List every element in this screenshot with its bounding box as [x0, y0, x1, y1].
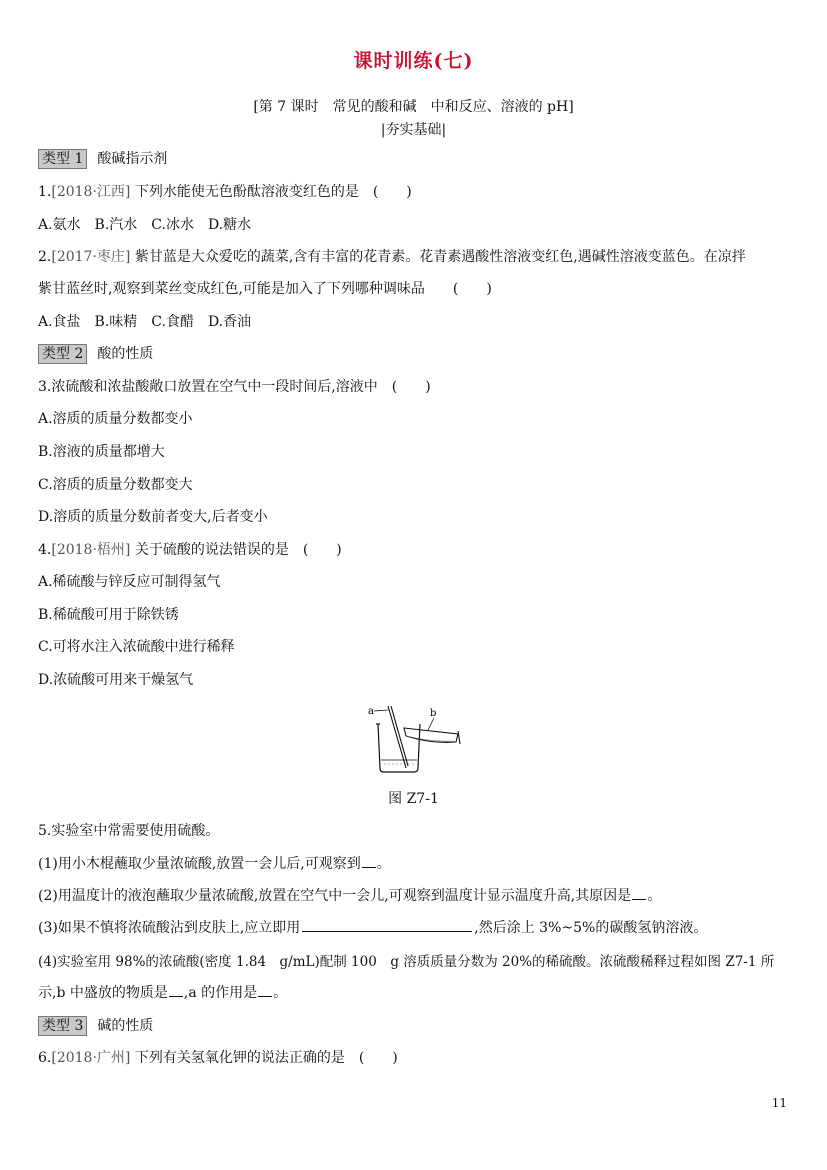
question-stem: 下列水能使无色酚酞溶液变红色的是 ( )	[134, 184, 412, 200]
question-5-part-4-continued	[38, 982, 287, 1002]
question-1-options: A.氨水 B.汽水 C.冰水 D.糖水	[38, 217, 252, 233]
part-text-end: 。	[376, 856, 391, 872]
question-4-option-d: D.浓硫酸可用来干燥氢气	[38, 672, 194, 688]
glass-rod	[388, 706, 406, 768]
question-stem: 关于硫酸的说法错误的是 ( )	[134, 542, 342, 558]
page-title: 课时训练(七)	[353, 50, 474, 72]
page-number: 11	[771, 1096, 787, 1110]
question-6	[38, 1047, 398, 1067]
type-name: 碱的性质	[97, 1018, 154, 1034]
part-text: (3)如果不慎将浓硫酸沾到皮肤上,应立即用	[38, 920, 301, 936]
question-stem: 紫甘蓝是大众爱吃的蔬菜,含有丰富的花青素。花青素遇酸性溶液变红色,遇碱性溶液变蓝色。在凉拌	[134, 249, 746, 265]
question-3-option-a: A.溶质的质量分数都变小	[38, 411, 193, 427]
answer-blank[interactable]	[362, 855, 376, 868]
answer-blank[interactable]	[302, 917, 472, 932]
type-name: 酸碱指示剂	[97, 151, 168, 167]
question-3-option-d: D.溶质的质量分数前者变大,后者变小	[38, 509, 268, 525]
question-5-part-1	[38, 853, 391, 873]
question-stem: 下列有关氢氧化钾的说法正确的是 ( )	[134, 1050, 398, 1066]
beaker-outline	[378, 724, 420, 772]
question-4-option-a: A.稀硫酸与锌反应可制得氢气	[38, 574, 221, 590]
question-4-option-c: C.可将水注入浓硫酸中进行稀释	[38, 639, 235, 655]
part-text: ,a 的作用是	[183, 985, 258, 1001]
question-5: 5.实验室中常需要使用硫酸。	[38, 823, 220, 839]
question-number: 6.	[38, 1050, 52, 1066]
part-text-end: ,然后涂上 3%~5%的碳酸氢钠溶液。	[474, 920, 708, 936]
question-3-option-b: B.溶液的质量都增大	[38, 444, 165, 460]
lesson-subtitle: [第 7 课时 常见的酸和碱 中和反应、溶液的 pH]	[253, 99, 574, 115]
question-3-option-c: C.溶质的质量分数都变大	[38, 477, 193, 493]
dilution-figure	[360, 698, 470, 776]
part-text-end: 。	[273, 985, 288, 1001]
section-heading: |夯实基础|	[380, 122, 447, 138]
figure-caption: 图 Z7-1	[388, 791, 439, 807]
type-1-heading	[38, 148, 167, 169]
beaker-diagram	[360, 698, 470, 776]
question-number: 1.	[38, 184, 52, 200]
question-source: [2017·枣庄]	[51, 249, 131, 265]
question-3: 3.浓硫酸和浓盐酸敞口放置在空气中一段时间后,溶液中 ( )	[38, 379, 431, 395]
question-2-continued: 紫甘蓝丝时,观察到菜丝变成红色,可能是加入了下列哪种调味品 ( )	[38, 281, 492, 297]
answer-blank[interactable]	[169, 984, 183, 997]
question-5-part-2	[38, 885, 661, 905]
answer-blank[interactable]	[258, 984, 272, 997]
question-2	[38, 246, 746, 266]
question-5-part-4: (4)实验室用 98%的浓硫酸(密度 1.84 g/mL)配制 100 g 溶质质量分数为 20%的稀硫酸。浓硫酸稀释过程如图 Z7-1 所	[38, 954, 775, 970]
question-2-options: A.食盐 B.味精 C.食醋 D.香油	[38, 314, 252, 330]
question-source: [2018·梧州]	[51, 542, 131, 558]
question-1	[38, 181, 412, 201]
type-3-heading	[38, 1015, 153, 1036]
question-number: 2.	[38, 249, 52, 265]
label-b: b	[430, 708, 437, 719]
label-b-leader	[428, 718, 434, 730]
type-badge: 类型 1	[38, 149, 87, 169]
answer-blank[interactable]	[632, 887, 646, 900]
container-b-mouth	[458, 731, 460, 744]
question-source: [2018·江西]	[51, 184, 131, 200]
label-a: a	[368, 706, 374, 717]
question-5-part-3	[38, 917, 707, 937]
part-text: (1)用小木棍蘸取少量浓硫酸,放置一会儿后,可观察到	[38, 856, 361, 872]
label-a-leader	[374, 710, 388, 711]
question-4	[38, 539, 342, 559]
question-4-option-b: B.稀硫酸可用于除铁锈	[38, 607, 179, 623]
type-name: 酸的性质	[97, 346, 154, 362]
question-source: [2018·广州]	[51, 1050, 131, 1066]
part-text: (2)用温度计的液泡蘸取少量浓硫酸,放置在空气中一会儿,可观察到温度计显示温度升高,其原因是	[38, 888, 632, 904]
part-text: 示,b 中盛放的物质是	[38, 985, 168, 1001]
part-text-end: 。	[647, 888, 662, 904]
question-number: 4.	[38, 542, 52, 558]
type-badge: 类型 3	[38, 1016, 87, 1036]
type-badge: 类型 2	[38, 344, 87, 364]
type-2-heading	[38, 343, 153, 364]
